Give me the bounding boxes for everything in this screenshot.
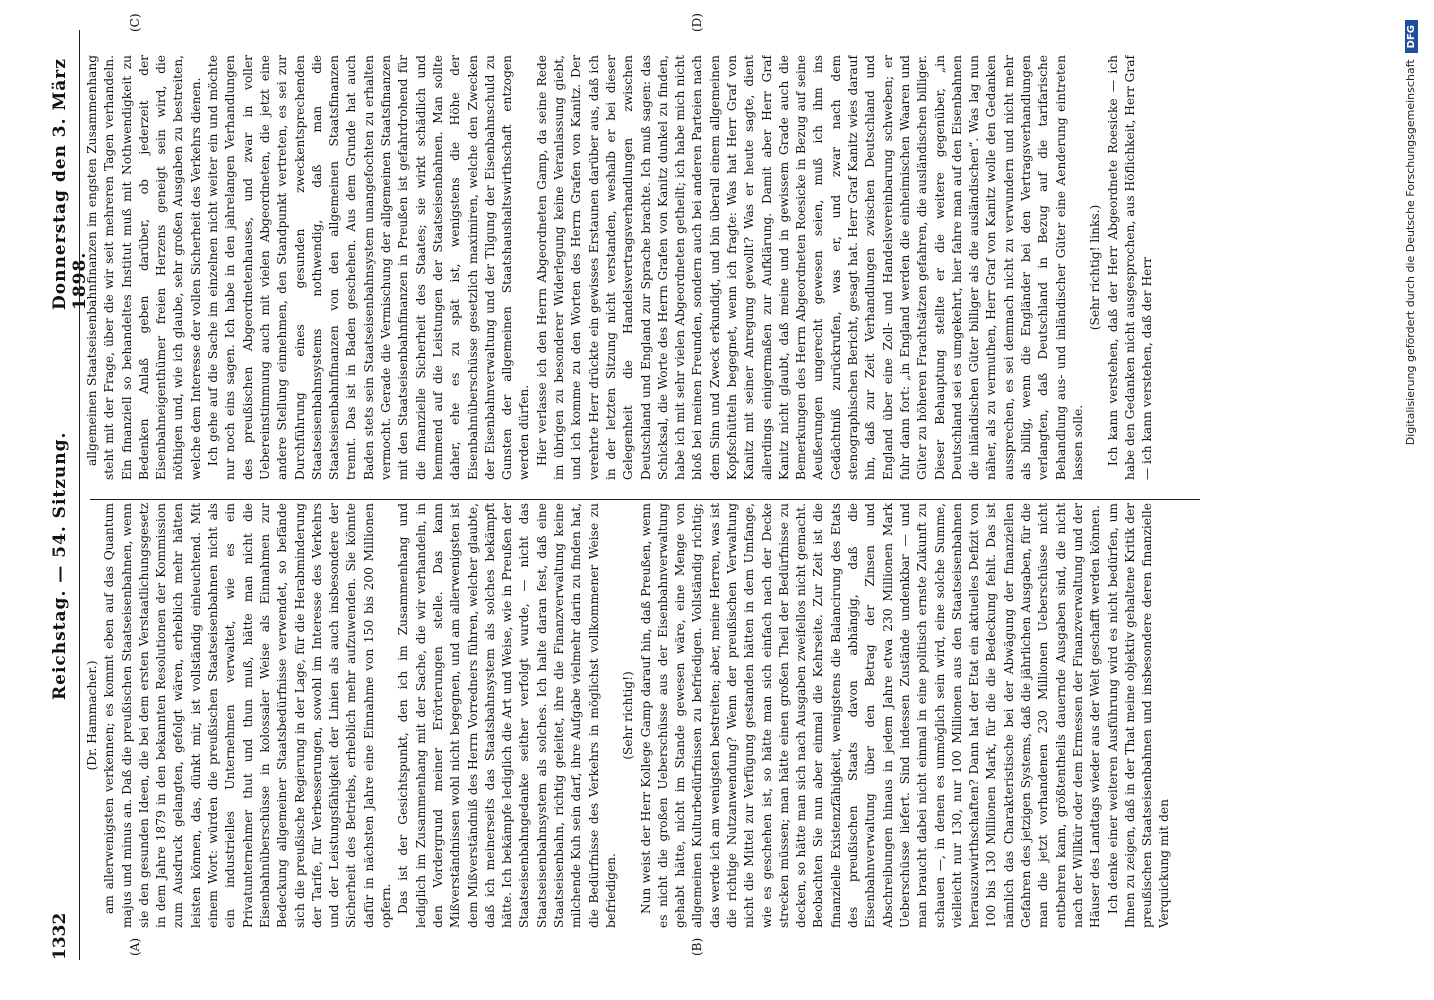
margin-marker-d: (D)	[690, 13, 704, 32]
text-column-left	[84, 503, 1204, 928]
paragraph: allgemeinen Staatseisenbahnfinanzen im engsten Zusammenhang steht mit der Frage, über die wir seit mehreren Tagen verhandeln. Ein finanziell so behandeltes Institut muß mit Nothwendigkeit zu Bedenken Anlaß geben darüber, ob jederzeit der Eisenbahneigenthümer freien Herzens geneigt sein wird, die nöthigen und, wie ich glaube, sehr großen Ausgaben zu bestreiten, welche dem Interesse der vollen Sicherheit des Verkehrs dienen.	[85, 55, 203, 480]
paragraph: Das ist der Gesichtspunkt, den ich im Zusammenhang und lediglich im Zusammenhang mit der Sache, die wir verhandeln, in den Vordergrund meiner Erörterungen stelle. Das kann Mißverständnissen wohl nicht begegnen, und am allerwenigsten ist dem Mißverständniß des Herrn Vorredners führen, welcher glaubte, daß ich meinerseits das Staatsbahnsystem als solches bekämpft hätte. Ich bekämpfe lediglich die Art und Weise, wie in Preußen der Staatseisenbahngedanke seither verfolgt wurde, — nicht das Staatseisenbahnsystem als solches. Ich halte daran fest, daß eine Staatseisenbahn, richtig geleitet, ihre die Finanzverwaltung keine milchende Kuh sein darf, ihre Aufgabe vielmehr darin zu finden hat, die Bedürfnisse des Verkehrs in möglichst vollkommener Weise zu befriedigen.	[396, 503, 618, 928]
margin-marker-c: (C)	[128, 13, 142, 32]
paragraph: Hier verlasse ich den Herrn Abgeordneten Gamp, da seine Rede im übrigen zu besonderer Widerlegung keine Veranlassung giebt, und ich komme zu den Worten des Herrn Grafen von Kanitz. Der verehrte Herr drückte ein gewisses Erstaunen darüber aus, daß ich in der letzten Sitzung nicht verstanden, weshalb er bei dieser Gelegenheit die Handelsvertragsverhandlungen zwischen Deutschland und England zur Sprache brachte. Ich muß sagen: das Schicksal, die Worte des Herrn Grafen von Kanitz dunkel zu finden, habe ich mit sehr vielen Abgeordneten getheilt; ich habe mich nicht bloß bei meinen Freunden, sondern auch bei anderen Parteien nach dem Sinn und Zweck erkundigt, und bin überall einem allgemeinen Kopfschütteln begegnet, wenn ich fragte: Was hat Herr Graf von Kanitz mit seiner Anregung gewollt? Was er heute sagte, dient allerdings einigermaßen zur Aufklärung. Damit aber Herr Graf Kanitz nicht glaubt, daß meine und in gewissem Grade auch die Bemerkungen des Herrn Abgeordneten Roesicke in Bezug auf seine Aeußerungen ungerecht gewesen seien, muß ich ihm ins Gedächtniß zurückrufen, was er, und zwar nach dem stenographischen Bericht, gesagt hat. Herr Graf Kanitz wies darauf hin, daß zur Zeit Verhandlungen zwischen Deutschland und England über eine Zoll- und Handelsvereinbarung schweben; er fuhr dann fort: „in England werden die einheimischen Waaren und Güter zu höheren Frachtsätzen gefahren, die ausländischen billiger. Dieser Behauptung stellte er die weitere gegenüber, „in Deutschland sei es umgekehrt, hier fahre man auf den Eisenbahnen die inländischen Güter billiger als die ausländischen“. Was lag nun näher, als zu vermuthen, Herr Graf von Kanitz wolle den Gedanken aussprechen, es sei demnach nicht zu verwundern und nicht mehr als billig, wenn die Engländer bei den Vertragsverhandlungen verlangten, daß Deutschland in Bezug auf die tarifarische Behandlung aus- und inländischer Güter eine Aenderung eintreten lassen solle.	[534, 55, 1085, 480]
margin-marker-b: (B)	[690, 937, 704, 956]
header-rule	[79, 30, 80, 960]
text-column-right	[84, 55, 1204, 480]
margin-marker-a: (A)	[128, 937, 142, 956]
column-divider	[90, 499, 1200, 500]
session-title: Reichstag. — 54. Sitzung.	[50, 431, 70, 700]
session-date: Donnerstag den 3. März 1898.	[50, 58, 90, 310]
paragraph: Ich gehe auf die Sache im einzelnen nicht weiter ein und möchte nur noch eins sagen. Ich habe in den jahrelangen Verhandlungen des preußischen Abgeordnetenhauses, und zwar in voller Uebereinstimmung auch mit vielen Abgeordneten, die jetzt eine andere Stellung einnehmen, den Standpunkt vertreten, es sei zur Durchführung eines gesunden zweckentsprechenden Staatseisenbahnsystems nothwendig, daß man die Staatseisenbahnfinanzen von den allgemeinen Staatsfinanzen trennt. Das ist in Baden geschehen. Aus dem Grunde hat auch Baden stets sein Staatseisenbahnsystem unangefochten zu erhalten vermocht. Gerade die Vermischung der allgemeinen Staatsfinanzen mit den Staatseisenbahnfinanzen in Preußen ist gefahrdrohend für die finanzielle Sicherheit des Staates; sie wirkt schädlich und hemmend auf die Leistungen der Staatseisenbahnen. Man sollte daher, ehe es zu spät ist, wenigstens die Höhe der Eisenbahnüberschüsse gesetzlich maximiren, welche den Zwecken der Eisenbahnverwaltung und der Tilgung der Eisenbahnschuld zu Gunsten der allgemeinen Staatshaushaltswirthschaft entzogen werden dürfen.	[206, 55, 532, 480]
paragraph: am allerwenigsten verkennen; es kommt eben auf das Quantum majus und minus an. Daß die preußischen Staatseisenbahnen, wenn sie den gesunden Ideen, die bei dem ersten Verstaatlichungsgesetz in dem Jahre 1879 in den bekannten Resolutionen der Kommission zum Ausdruck gelangten, gefolgt wären, erheblich mehr hätten leisten können, das, dünkt mir, ist vollständig einleuchtend. Mit einem Wort: würden die preußischen Staatseisenbahnen nicht als ein industrielles Unternehmen verwaltet, wie es ein Privatunternehmer thut und thun muß, hätte man nicht die Eisenbahnüberschüsse in kolossaler Weise als Einnahmen zur Bedeckung allgemeiner Staatsbedürfnisse verwendet, so befände sich die preußische Regierung in der Lage, für die Herabminderung der Tarife, für Verbesserungen, sowohl im Interesse des Verkehrs und der Leistungsfähigkeit der Linien als auch insbesondere der Sicherheit des Betriebs, erheblich mehr aufzuwenden. Sie könnte dafür in nächsten Jahre eine Einnahme von 150 bis 200 Millionen opfern.	[102, 503, 394, 928]
paragraph: Ich kann verstehen, daß der Herr Abgeordnete Roesicke — ich habe den Gedanken nicht ausgesprochen, aus Höflichkeit, Herr Graf — ich kann verstehen, daß der Herr	[1105, 55, 1155, 480]
paragraph: Ich denke einer weiteren Ausführung wird es nicht bedürfen, um Ihnen zu zeigen, daß in der That meine objektiv gehaltene Kritik der preußischen Staatseisenbahnen und insbesondere deren finanzielle Verquickung mit den	[1105, 503, 1172, 928]
paragraph: Nun weist der Herr Kollege Gamp darauf hin, daß Preußen, wenn es nicht die großen Ueberschüsse aus der Eisenbahnverwaltung gehabt hätte, nicht im Stande gewesen wäre, eine Menge von allgemeinen Kulturbedürfnissen zu befriedigen. Vollständig richtig; das werde ich am wenigsten bestreiten; aber, meine Herren, was ist die richtige Nutzanwendung? Wenn der preußischen Verwaltung nicht die Mittel zur Verfügung gestanden hätten in dem Umfange, wie es geschehen ist, so hätte man sich einfach nach der Decke strecken müssen; man hätte einen großen Theil der Bedürfnisse zu decken, so hätte man sich nach Ausgaben zweifellos nicht gemacht. Beobachten Sie nun aber einmal die Kehrseite. Zur Zeit ist die finanzielle Existenzfähigkeit, wenigstens die Balancirung des Etats des preußischen Staats davon abhängig, daß die Eisenbahnverwaltung über den Betrag der Zinsen und Abschreibungen hinaus in jedem Jahre etwa 230 Millionen Mark Ueberschüsse liefert. Sind indessen Zustände undenkbar — und man braucht dabei nicht einmal in eine politisch ernste Zukunft zu schauen —, in denen es unmöglich sein wird, eine solche Summe, vielleicht nur 130, nur 100 Millionen aus den Staatseisenbahnen herauszuwirthschaften? Dann hat der Etat ein aktuelles Defizit von 100 bis 130 Millionen Mark, für die die Bedeckung fehlt. Das ist nämlich das Charakteristische bei der Abwägung der finanziellen Gefahren des jetzigen Systems, daß die jährlichen Ausgaben, für die man die jetzt vorhandenen 230 Millionen Ueberschüsse nicht entbehren kann, größtentheils dauernde Ausgaben sind, die nicht nach der Willkür oder dem Ermessen der Finanzverwaltung und der Häuser des Landtags wieder aus der Welt geschafft werden können.	[638, 503, 1103, 928]
interjection: (Sehr richtig!)	[621, 671, 636, 760]
speaker-label: (Dr. Hammacher.)	[85, 660, 99, 771]
credit-text: Digitalisierung gefördert durch die Deutsche Forschungsgemeinschaft	[1404, 59, 1417, 446]
page-header	[42, 30, 90, 960]
interjection: (Sehr richtig! links.)	[1088, 204, 1103, 331]
page-number: 1332	[50, 912, 70, 960]
dfg-logo: DFG	[1405, 20, 1418, 53]
digitization-credit	[1404, 20, 1426, 880]
